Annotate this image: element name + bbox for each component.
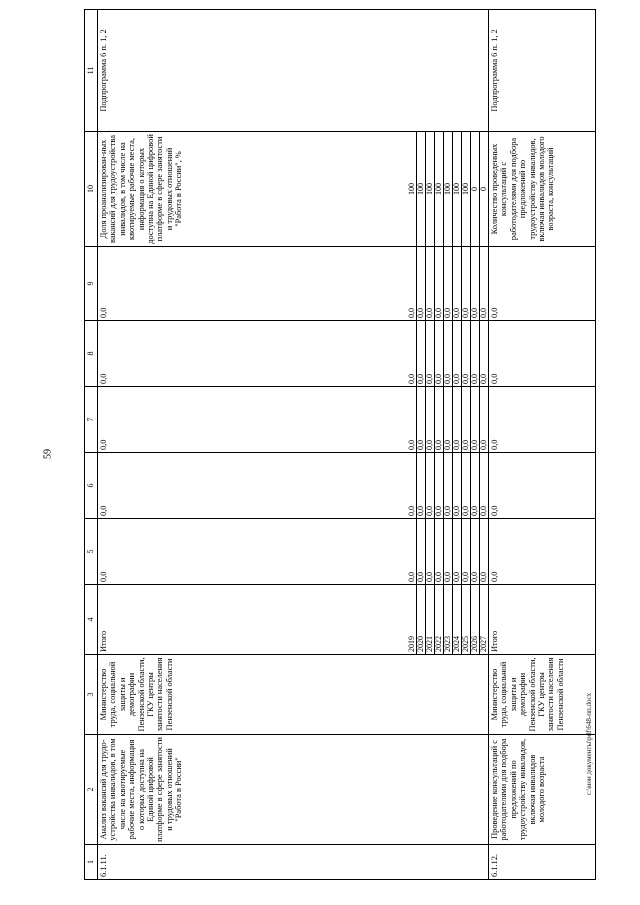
measure-executor: Министерство труда, социальной защиты и демографии Пензенской области, ГКУ центры занятости населения Пензенской области bbox=[489, 655, 596, 735]
funding-value: 0,0 bbox=[408, 321, 417, 387]
funding-value: 0,0 bbox=[98, 519, 409, 585]
funding-value: 0,0 bbox=[462, 321, 471, 387]
funding-value: 0,0 bbox=[462, 453, 471, 519]
indicator-name: Количество проведенных консультаций с работодателями для подбора предложений по трудоустройству инвалидов, включая инвалидов молодого возраста, консультаций bbox=[489, 132, 596, 247]
column-number-row bbox=[85, 10, 98, 880]
funding-value: 0,0 bbox=[453, 321, 462, 387]
funding-value: 0,0 bbox=[435, 321, 444, 387]
year-label: 2021 bbox=[426, 585, 435, 655]
program-link: Подпрограмма 6 п. 1, 2 bbox=[98, 10, 489, 132]
column-number: 6 bbox=[85, 453, 98, 519]
total-label: Итого bbox=[98, 585, 409, 655]
measure-id: 6.1.11. bbox=[98, 845, 489, 880]
funding-value: 0,0 bbox=[444, 321, 453, 387]
funding-value: 0,0 bbox=[417, 519, 426, 585]
funding-value: 0,0 bbox=[471, 453, 480, 519]
funding-value: 0,0 bbox=[480, 387, 489, 453]
column-number: 8 bbox=[85, 321, 98, 387]
indicator-value: 100 bbox=[453, 132, 462, 247]
column-number: 1 bbox=[85, 845, 98, 880]
measure-name: Анализ вакансий для трудо-устройства инвалидов, в том числе на квотируемые рабочие места, информация о которых доступна на Единой цифровой платформе в сфере занятости и трудовых отношений "Работа в России" bbox=[98, 735, 489, 845]
funding-value: 0,0 bbox=[480, 453, 489, 519]
indicator-value: 100 bbox=[417, 132, 426, 247]
funding-value: 0,0 bbox=[426, 387, 435, 453]
funding-value: 0,0 bbox=[462, 387, 471, 453]
funding-value: 0,0 bbox=[98, 387, 409, 453]
column-number: 3 bbox=[85, 655, 98, 735]
funding-value: 0,0 bbox=[489, 519, 596, 585]
funding-value: 0,0 bbox=[98, 453, 409, 519]
rotated-page-content bbox=[84, 10, 614, 880]
measure-name: Проведение консультаций с работодателями для подбора предложений по трудоустройству инвалидов, включая инвалидов молодого возраста bbox=[489, 735, 596, 845]
funding-value: 0,0 bbox=[471, 519, 480, 585]
measure-id: 6.1.12. bbox=[489, 845, 596, 880]
funding-value: 0,0 bbox=[426, 321, 435, 387]
funding-value: 0,0 bbox=[444, 247, 453, 321]
measure-row-6-1-12 bbox=[489, 10, 596, 880]
column-number: 9 bbox=[85, 247, 98, 321]
year-label: 2027 bbox=[480, 585, 489, 655]
funding-value: 0,0 bbox=[435, 519, 444, 585]
funding-value: 0,0 bbox=[444, 387, 453, 453]
column-number: 5 bbox=[85, 519, 98, 585]
indicator-name: Доля проанализирован-ных вакансий для трудоустройства инвалидов, в том числе на квотируемые рабочие места, информация о которых доступна на Единой цифровой платформе в сфере занятости и трудовых отношений "Работа в России", % bbox=[98, 132, 409, 247]
funding-value: 0,0 bbox=[489, 453, 596, 519]
column-number: 7 bbox=[85, 387, 98, 453]
footer-file-path: c:\мои документы\pdf\648-пп.docx bbox=[585, 692, 593, 796]
column-number: 10 bbox=[85, 132, 98, 247]
measure-executor: Министерство труда, социальной защиты и демографии Пензенской области, ГКУ центры занятости населения Пензенской области bbox=[98, 655, 489, 735]
year-label: 2022 bbox=[435, 585, 444, 655]
funding-value: 0,0 bbox=[453, 519, 462, 585]
column-number: 11 bbox=[85, 10, 98, 132]
column-number: 4 bbox=[85, 585, 98, 655]
funding-value: 0,0 bbox=[408, 387, 417, 453]
funding-value: 0,0 bbox=[417, 387, 426, 453]
funding-value: 0,0 bbox=[98, 321, 409, 387]
funding-value: 0,0 bbox=[98, 247, 409, 321]
funding-value: 0,0 bbox=[453, 387, 462, 453]
funding-value: 0,0 bbox=[408, 247, 417, 321]
year-label: 2019 bbox=[408, 585, 417, 655]
funding-value: 0,0 bbox=[462, 247, 471, 321]
measure-row-6-1-11 bbox=[98, 10, 409, 880]
year-label: 2023 bbox=[444, 585, 453, 655]
indicator-value: 100 bbox=[444, 132, 453, 247]
indicator-value: 100 bbox=[435, 132, 444, 247]
funding-value: 0,0 bbox=[471, 321, 480, 387]
year-label: 2024 bbox=[453, 585, 462, 655]
funding-value: 0,0 bbox=[489, 321, 596, 387]
funding-value: 0,0 bbox=[480, 519, 489, 585]
column-number: 2 bbox=[85, 735, 98, 845]
funding-value: 0,0 bbox=[453, 453, 462, 519]
funding-value: 0,0 bbox=[426, 453, 435, 519]
funding-value: 0,0 bbox=[435, 247, 444, 321]
funding-value: 0,0 bbox=[408, 519, 417, 585]
funding-value: 0,0 bbox=[417, 247, 426, 321]
total-label: Итого bbox=[489, 585, 596, 655]
funding-value: 0,0 bbox=[435, 387, 444, 453]
year-label: 2020 bbox=[417, 585, 426, 655]
funding-value: 0,0 bbox=[444, 519, 453, 585]
year-label: 2026 bbox=[471, 585, 480, 655]
indicator-value: 0 bbox=[471, 132, 480, 247]
funding-value: 0,0 bbox=[480, 321, 489, 387]
funding-value: 0,0 bbox=[435, 453, 444, 519]
funding-value: 0,0 bbox=[453, 247, 462, 321]
indicator-value: 0 bbox=[480, 132, 489, 247]
funding-value: 0,0 bbox=[444, 453, 453, 519]
funding-value: 0,0 bbox=[480, 247, 489, 321]
funding-value: 0,0 bbox=[426, 519, 435, 585]
indicator-value: 100 bbox=[426, 132, 435, 247]
funding-value: 0,0 bbox=[489, 387, 596, 453]
program-link: Подпрограмма 6 п. 1, 2 bbox=[489, 10, 596, 132]
funding-value: 0,0 bbox=[471, 387, 480, 453]
indicator-value: 100 bbox=[462, 132, 471, 247]
funding-value: 0,0 bbox=[462, 519, 471, 585]
page-number: 59 bbox=[42, 449, 54, 459]
program-measures-table bbox=[84, 9, 596, 880]
funding-value: 0,0 bbox=[489, 247, 596, 321]
indicator-value: 100 bbox=[408, 132, 417, 247]
funding-value: 0,0 bbox=[426, 247, 435, 321]
funding-value: 0,0 bbox=[417, 321, 426, 387]
funding-value: 0,0 bbox=[417, 453, 426, 519]
year-label: 2025 bbox=[462, 585, 471, 655]
funding-value: 0,0 bbox=[408, 453, 417, 519]
funding-value: 0,0 bbox=[471, 247, 480, 321]
